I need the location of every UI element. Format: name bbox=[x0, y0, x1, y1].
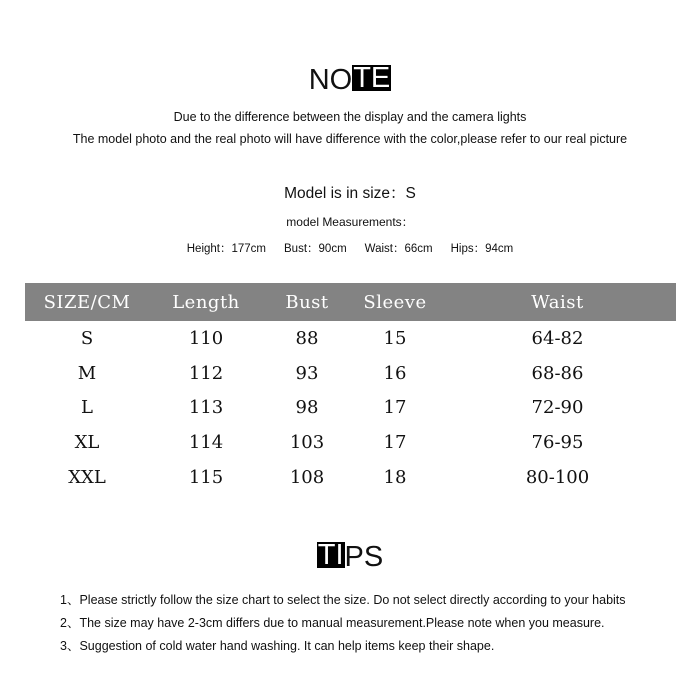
note-heading-boxed: TE bbox=[353, 62, 391, 94]
bust-cell: 93 bbox=[295, 362, 319, 384]
size-cell: M bbox=[77, 362, 97, 384]
tips-heading-boxed: TI bbox=[317, 539, 344, 571]
tip-item-3: 3、Suggestion of cold water hand washing. It can help items keep their shape. bbox=[60, 639, 495, 653]
model-waist: Waist：66cm bbox=[364, 243, 433, 255]
bust-cell: 103 bbox=[289, 432, 325, 454]
length-cell: 110 bbox=[188, 327, 224, 349]
waist-cell: 72-90 bbox=[531, 397, 584, 419]
note-text-line-2: The model photo and the real photo will have difference with the color,please refer to our real picture bbox=[72, 132, 628, 146]
tips-heading bbox=[0, 537, 700, 577]
waist-cell: 68-86 bbox=[531, 362, 584, 384]
model-bust: Bust：90cm bbox=[284, 243, 347, 255]
size-cell: XL bbox=[74, 432, 100, 454]
sleeve-cell: 17 bbox=[383, 397, 407, 419]
waist-cell: 76-95 bbox=[531, 432, 584, 454]
note-heading-plain: NO bbox=[308, 64, 353, 96]
model-height: Height：177cm bbox=[186, 243, 267, 255]
header-sleeve: Sleeve bbox=[363, 291, 427, 313]
table-row bbox=[25, 391, 676, 426]
sleeve-cell: 16 bbox=[383, 362, 407, 384]
header-size: SIZE/CM bbox=[43, 291, 131, 313]
note-heading bbox=[0, 60, 700, 100]
tips-heading-plain: PS bbox=[344, 541, 384, 573]
bust-cell: 88 bbox=[295, 327, 319, 349]
table-row bbox=[25, 356, 676, 391]
sleeve-cell: 15 bbox=[383, 327, 407, 349]
model-measurements-label: model Measurements： bbox=[286, 215, 414, 229]
bust-cell: 98 bbox=[295, 397, 319, 419]
length-cell: 115 bbox=[188, 467, 224, 489]
note-text-line-1: Due to the difference between the display and the camera lights bbox=[173, 110, 527, 124]
header-waist: Waist bbox=[531, 291, 584, 313]
tip-item-2: 2、The size may have 2-3cm differs due to manual measurement.Please note when you measure. bbox=[60, 616, 605, 630]
model-size-text: Model is in size：S bbox=[284, 185, 416, 202]
table-row bbox=[25, 425, 676, 460]
length-cell: 114 bbox=[188, 432, 224, 454]
size-chart-table bbox=[25, 283, 676, 495]
waist-cell: 80-100 bbox=[525, 467, 590, 489]
model-measurements bbox=[0, 240, 700, 256]
table-row bbox=[25, 460, 676, 495]
length-cell: 112 bbox=[188, 362, 224, 384]
size-cell: XXL bbox=[68, 467, 106, 489]
header-bust: Bust bbox=[285, 291, 329, 313]
tip-item-1: 1、Please strictly follow the size chart to select the size. Do not select directly according to your habits bbox=[60, 593, 626, 607]
size-cell: S bbox=[80, 327, 94, 349]
sleeve-cell: 17 bbox=[383, 432, 407, 454]
sleeve-cell: 18 bbox=[383, 467, 407, 489]
model-hips: Hips：94cm bbox=[450, 243, 514, 255]
bust-cell: 108 bbox=[289, 467, 325, 489]
waist-cell: 64-82 bbox=[531, 327, 584, 349]
length-cell: 113 bbox=[188, 397, 224, 419]
header-length: Length bbox=[172, 291, 240, 313]
size-cell: L bbox=[81, 397, 93, 419]
size-chart-header-row bbox=[25, 283, 676, 321]
table-row bbox=[25, 321, 676, 356]
